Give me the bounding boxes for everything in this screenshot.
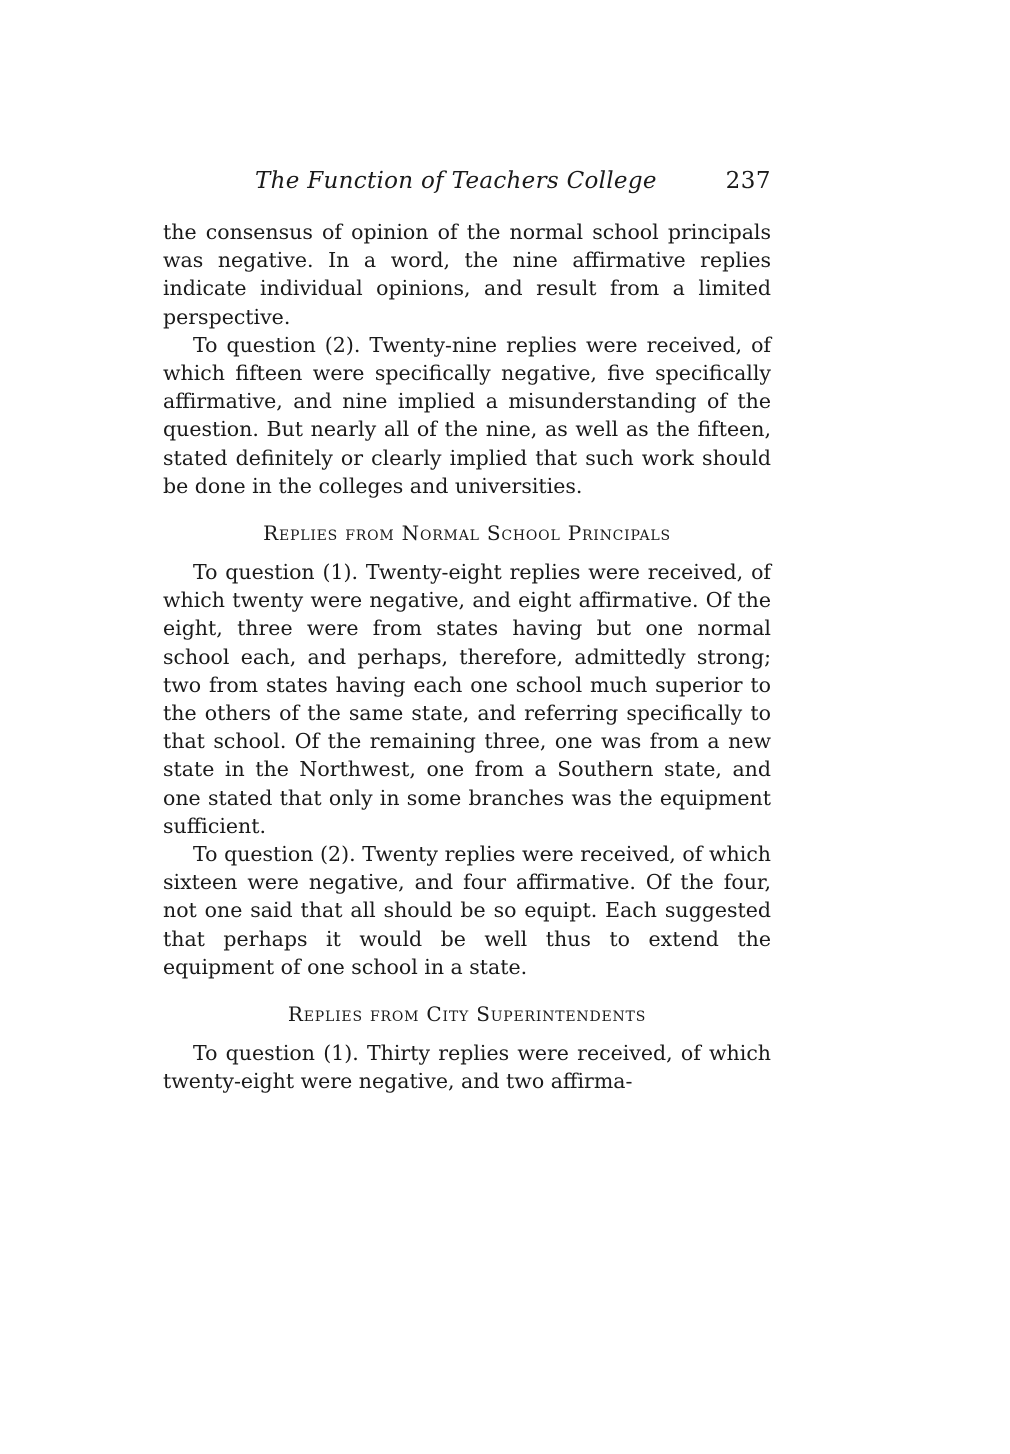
paragraph-normal-question-1: To question (1). Twenty-eight replies were received, of which twenty were negative, and eight affirmative. Of the eight, three were from states having but one normal school each, and perhaps, therefore, admittedly strong; two from states having each one school much superior to the others of the same state, and referring specifically to that school. Of the remaining three, one was from a new state in the Northwest, one from a Southern state, and one stated that only in some branches was the equipment sufficient.: [163, 560, 771, 838]
section-heading-normal-school-principals: Replies from Normal School Principals: [263, 521, 671, 546]
running-head: [163, 168, 771, 198]
running-title: The Function of Teachers College: [255, 168, 657, 194]
paragraph-question-2: To question (2). Twenty-nine replies were received, of which fifteen were specifically negative, five specifically affirmative, and nine implied a misunderstanding of the question. But nearly all of the nine, as well as the fifteen, stated definitely or clearly implied that such work should be done in the colleges and universities.: [163, 332, 771, 498]
page-number: 237: [725, 168, 771, 194]
paragraph-normal-question-2: To question (2). Twenty replies were received, of which sixteen were negative, and four affirmative. Of the four, not one said that all should be so equipt. Each suggested that perhaps it would be well thus to extend the equipment of one school in a state.: [163, 842, 771, 979]
section-heading-city-superintendents: Replies from City Superintendents: [287, 1002, 647, 1027]
paragraph-city-question-1: To question (1). Thirty replies were received, of which twenty-eight were negative, and two affirma-: [163, 1041, 771, 1094]
paragraph-continued: the consensus of opinion of the normal school principals was negative. In a word, the nine affirmative replies indicate individual opinions, and result from a limited perspective.: [163, 220, 771, 329]
book-page: [163, 168, 771, 1095]
